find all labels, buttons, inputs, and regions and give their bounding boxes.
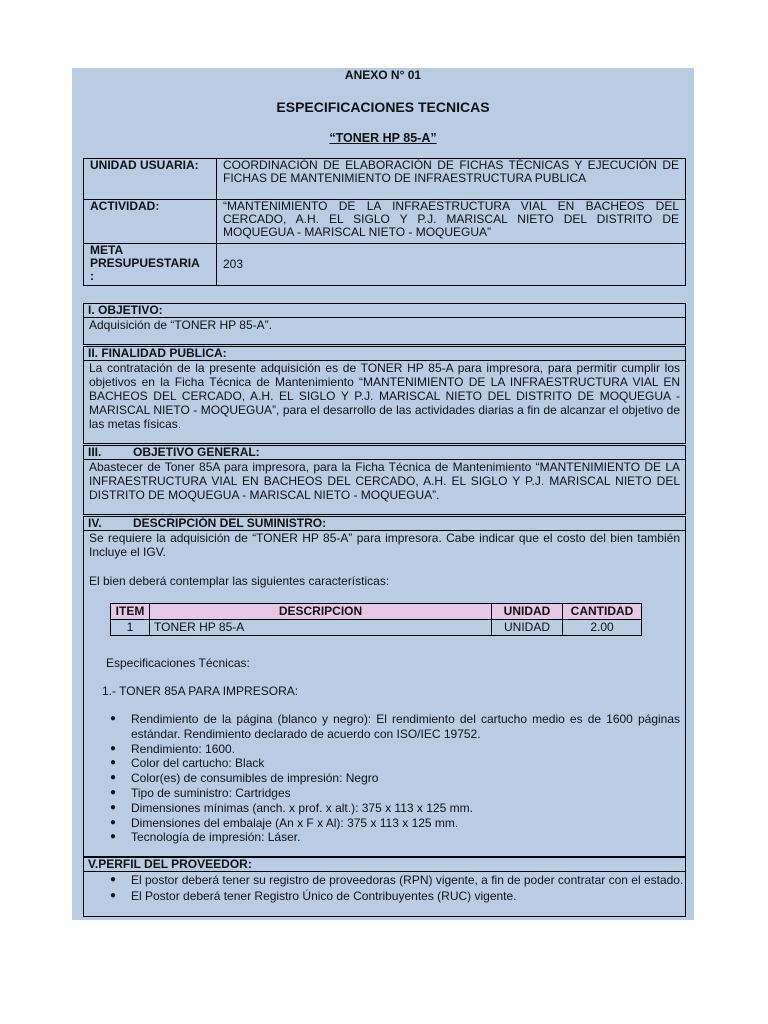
items-table: [110, 603, 642, 636]
actividad-label: ACTIVIDAD:: [84, 200, 217, 244]
list-item-text: Tipo de suministro: Cartridges: [131, 785, 291, 800]
list-item-text: Tecnología de impresión: Láser.: [131, 830, 301, 845]
list-item-text: Dimensiones del embalaje (An x F x Al): 375 x 113 x 125 mm.: [131, 815, 459, 830]
section-objetivo: [83, 303, 686, 345]
info-row-actividad: [84, 200, 686, 244]
list-item: [84, 756, 680, 771]
section-objetivo-heading: I. OBJETIVO:: [84, 304, 685, 318]
section-objetivo-general-heading: [84, 446, 685, 460]
list-item: [84, 816, 680, 831]
info-table: [83, 158, 686, 286]
actividad-value: “MANTENIMIENTO DE LA INFRAESTRUCTURA VIAL EN BACHEOS DEL CERCADO, A.H. EL SIGLO Y P.J. MARISCAL NIETO DEL DISTRITO DE MOQUEGUA - MARISCAL NIETO - MOQUEGUA”: [217, 200, 686, 244]
info-row-meta: [84, 244, 686, 286]
bullet-icon: ●: [110, 772, 117, 784]
bullet-icon: ●: [110, 874, 117, 885]
perfil-bullet-list: [84, 872, 685, 904]
list-item-text: Color del cartucho: Black: [131, 756, 265, 771]
cell-cantidad: 2.00: [563, 620, 642, 636]
meta-label-line1: META: [90, 243, 124, 257]
col-unidad: UNIDAD: [492, 604, 563, 620]
bullet-icon: ●: [110, 742, 117, 754]
list-item-text: Rendimiento de la página (blanco y negro): El rendimiento del cartucho medio es de 1600 páginas estándar. Rendimiento declarado de acuerdo con ISO/IEC 19752.: [131, 712, 680, 741]
info-row-unidad: [84, 159, 686, 200]
list-item: [84, 786, 680, 801]
section-finalidad-heading: II. FINALIDAD PUBLICA:: [84, 347, 685, 361]
bullet-icon: ●: [110, 786, 117, 798]
section-objetivo-text: Adquisición de “TONER HP 85-A”.: [89, 318, 272, 332]
bullet-icon: ●: [110, 889, 117, 901]
meta-value: 203: [217, 244, 686, 286]
meta-label: [84, 244, 217, 286]
list-item-text: Dimensiones mínimas (anch. x prof. x alt.): 375 x 113 x 125 mm.: [131, 800, 473, 815]
section-objetivo-general-title: OBJETIVO GENERAL:: [133, 445, 260, 459]
list-item-text: Rendimiento: 1600.: [131, 741, 236, 756]
bullet-icon: ●: [110, 831, 117, 843]
list-item-text: Color(es) de consumibles de impresión: Negro: [131, 771, 379, 786]
list-item: [84, 873, 685, 888]
section-perfil-heading: V.PERFIL DEL PROVEEDOR:: [84, 858, 685, 872]
list-item: [84, 771, 680, 786]
section-finalidad: [83, 346, 686, 444]
section-descripcion-heading: [84, 517, 685, 531]
section-descripcion-title: DESCRIPCIÓN DEL SUMINISTRO:: [133, 516, 327, 530]
section-objetivo-general: [83, 445, 686, 515]
annex-number: ANEXO N° 01: [344, 68, 422, 82]
item-title: 1.- TONER 85A PARA IMPRESORA:: [102, 684, 299, 698]
cell-item: 1: [111, 620, 150, 636]
section-perfil: [83, 857, 686, 917]
meta-label-line2: PRESUPUESTARIA: [90, 256, 200, 270]
bullet-icon: ●: [110, 801, 117, 813]
col-descripcion: DESCRIPCION: [150, 604, 492, 620]
bullet-icon: ●: [110, 713, 117, 724]
cell-unidad: UNIDAD: [492, 620, 563, 636]
table-row: [111, 620, 642, 636]
list-item: [84, 889, 685, 904]
bullet-icon: ●: [110, 757, 117, 769]
section-descripcion-intro: Se requiere la adquisición de “TONER HP 85-A” para impresora. Cabe indicar que el costo del bien también Incluye el IGV.: [89, 531, 680, 559]
list-item: [84, 830, 680, 845]
product-title: “TONER HP 85-A”: [329, 131, 437, 145]
section-descripcion-number: IV.: [88, 516, 102, 530]
caracteristicas-text: El bien deberá contemplar las siguientes características:: [89, 574, 390, 588]
list-item: [84, 742, 680, 757]
section-objetivo-general-number: III.: [88, 445, 102, 459]
list-item: [84, 801, 680, 816]
unidad-value: COORDINACIÓN DE ELABORACIÓN DE FICHAS TÉCNICAS Y EJECUCIÓN DE FICHAS DE MANTENIMIENTO DE INFRAESTRUCTURA PUBLICA: [217, 159, 686, 200]
bullet-icon: ●: [110, 816, 117, 828]
list-item: [84, 712, 680, 742]
col-item: ITEM: [111, 604, 150, 620]
unidad-label: UNIDAD USUARIA:: [84, 159, 217, 200]
col-cantidad: CANTIDAD: [563, 604, 642, 620]
cell-descripcion: TONER HP 85-A: [150, 620, 492, 636]
document-sheet: [72, 68, 694, 920]
document-title: ESPECIFICACIONES TECNICAS: [276, 99, 490, 115]
items-table-header: [111, 604, 642, 620]
list-item-text: El postor deberá tener su registro de proveedoras (RPN) vigente, a fin de poder contratar con el estado.: [131, 873, 684, 887]
section-objetivo-general-text: Abastecer de Toner 85A para impresora, para la Ficha Técnica de Mantenimiento “MANTENIMIENTO DE LA INFRAESTRUCTURA VIAL EN BACHEOS DEL CERCADO, A.H. EL SIGLO Y P.J. MARISCAL NIETO DEL DISTRITO DE MOQUEGUA - MARISCAL NIETO - MOQUEGUA”.: [89, 460, 680, 502]
especificaciones-title: Especificaciones Técnicas:: [106, 656, 250, 670]
section-descripcion: [83, 516, 686, 857]
section-finalidad-text: La contratación de la presente adquisición es de TONER HP 85-A para impresora, para permitir cumplir los objetivos en la Ficha Técnica de Mantenimiento “MANTENIMIENTO DE LA INFRAESTRUCTURA VIAL EN BACHEOS DEL CERCADO, A.H. EL SIGLO Y P.J. MARISCAL NIETO DEL DISTRITO DE MOQUEGUA - MARISCAL NIETO - MOQUEGUA”, para el desarrollo de las actividades diarias a fin de alcanzar el objetivo de las metas físicas.: [89, 361, 680, 431]
spec-bullet-list: [84, 712, 680, 845]
meta-label-line3: :: [90, 269, 94, 283]
list-item-text: El Postor deberá tener Registro Único de Contribuyentes (RUC) vigente.: [131, 888, 517, 903]
